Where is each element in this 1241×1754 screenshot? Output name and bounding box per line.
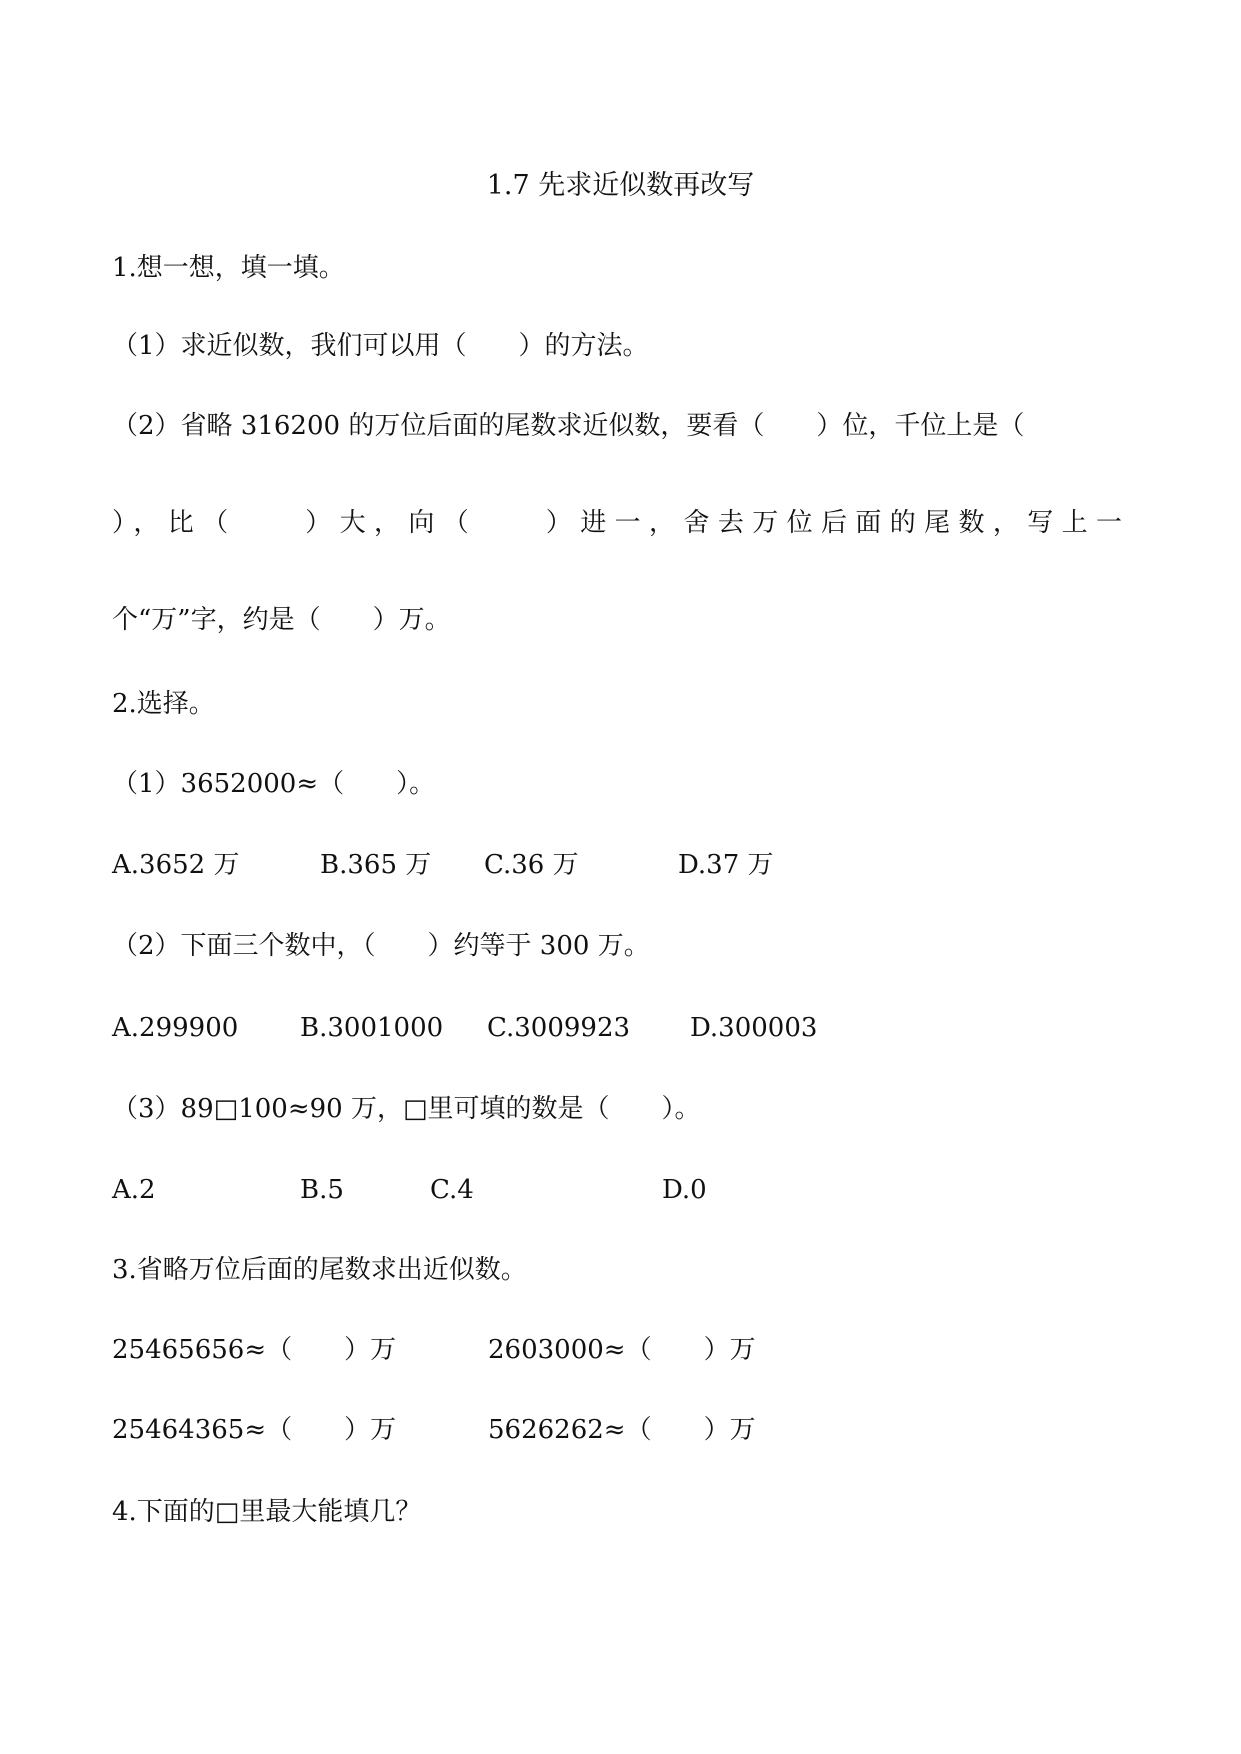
q2-sub3-stem: （3）89□100≈90 万，□里可填的数是（ ）。	[112, 1094, 701, 1124]
q1-item-2-line-3: 个“万”字，约是（ ）万。	[112, 605, 451, 635]
q3-item-4: 5626262≈（ ）万	[488, 1415, 756, 1445]
q2-sub3-option-a: A.2	[112, 1175, 156, 1205]
q2-sub1-option-b: B.365 万	[320, 850, 432, 880]
q3-item-3: 25464365≈（ ）万	[112, 1415, 397, 1445]
q2-sub1-option-a: A.3652 万	[112, 850, 240, 880]
q4-heading: 4.下面的□里最大能填几？	[112, 1497, 422, 1527]
q2-sub1-option-c: C.36 万	[484, 850, 579, 880]
q2-sub2-option-b: B.3001000	[300, 1013, 444, 1043]
q2-sub2-option-a: A.299900	[112, 1013, 239, 1043]
q1-item-2-line-2: ），比（ ）大，向（ ）进一，舍去万位后面的尾数，写上一	[112, 508, 1122, 538]
q3-heading: 3.省略万位后面的尾数求出近似数。	[112, 1255, 527, 1285]
q2-sub2-option-c: C.3009923	[487, 1013, 631, 1043]
q2-sub2-stem: （2）下面三个数中，（ ）约等于 300 万。	[112, 931, 650, 961]
q3-item-1: 25465656≈（ ）万	[112, 1335, 397, 1365]
q2-sub1-stem: （1）3652000≈（ ）。	[112, 769, 436, 799]
q1-item-2-line-1: （2）省略 316200 的万位后面的尾数求近似数，要看（ ）位，千位上是（	[112, 411, 1025, 441]
q2-sub1-option-d: D.37 万	[678, 850, 774, 880]
q2-heading: 2.选择。	[112, 689, 215, 719]
q1-item-1: （1）求近似数，我们可以用（ ）的方法。	[112, 331, 649, 361]
q2-sub3-option-d: D.0	[662, 1175, 707, 1205]
q2-sub3-option-c: C.4	[430, 1175, 474, 1205]
q2-sub3-option-b: B.5	[300, 1175, 344, 1205]
page-title: 1.7 先求近似数再改写	[486, 170, 755, 201]
q3-item-2: 2603000≈（ ）万	[488, 1335, 756, 1365]
q2-sub2-option-d: D.300003	[690, 1013, 818, 1043]
q1-heading: 1.想一想，填一填。	[112, 253, 345, 283]
